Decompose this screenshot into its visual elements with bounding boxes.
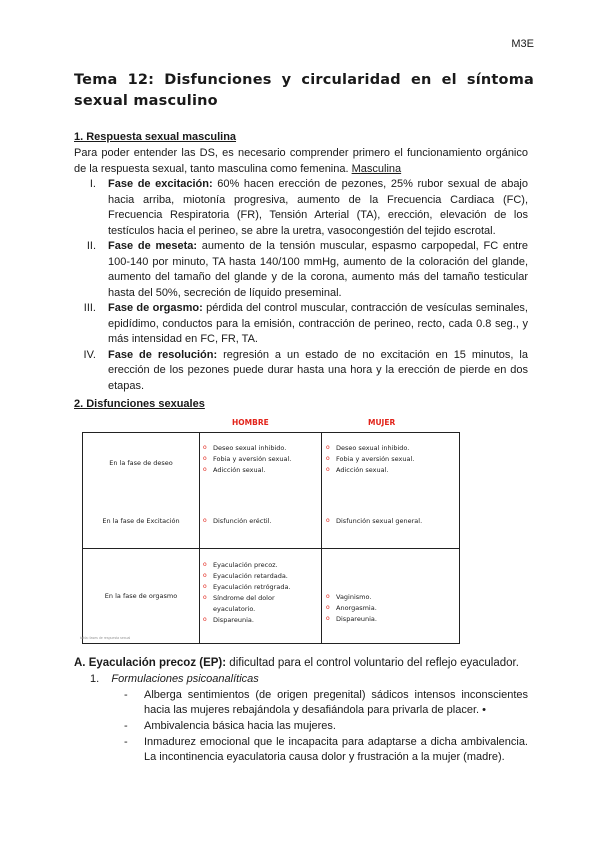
- subsection-heading: [90, 673, 259, 685]
- table-list-item: o Disfunción sexual general.: [326, 516, 458, 527]
- cell-hombre-excitacion: [203, 516, 319, 527]
- row-label-orgasmo: En la fase de orgasmo: [104, 592, 178, 600]
- table-grid: [82, 432, 460, 644]
- table-list-item: o Adicción sexual.: [203, 465, 319, 476]
- phase-text: regresión a un estado de no excitación en 15 minutos, la erección de los pezones puede durar hasta una hora y la erección de pierde en dos etapas.: [108, 348, 528, 392]
- column-header-mujer: MUJER: [368, 418, 396, 427]
- list-item: [120, 735, 528, 765]
- phase-label: Fase de excitación:: [108, 178, 213, 190]
- cell-mujer-excitacion: [326, 516, 458, 527]
- column-divider: [199, 433, 200, 643]
- subsection-title: Formulaciones psicoanalíticas: [111, 673, 259, 685]
- cell-mujer-deseo: [326, 443, 458, 476]
- phase-number: I.: [89, 178, 96, 190]
- cell-hombre-deseo: [203, 443, 319, 476]
- section-a-text: dificultad para el control voluntario del reflejo eyaculador.: [226, 657, 519, 669]
- section-1-intro: [74, 146, 528, 177]
- table-list-item: o Eyaculación retrógrada.: [203, 582, 315, 593]
- table-list-item: o Vaginismo.: [326, 592, 458, 603]
- table-list-item: o Fobia y aversión sexual.: [203, 454, 319, 465]
- phase-item: [74, 177, 528, 239]
- row-label-excitacion: En la fase de Excitación: [102, 517, 180, 525]
- table-list-item: o Fobia y aversión sexual.: [326, 454, 458, 465]
- table-list-item: o Anorgasmia.: [326, 603, 458, 614]
- list-item: [120, 688, 528, 718]
- table-list-item: o Disfunción eréctil.: [203, 516, 319, 527]
- phase-number: IV.: [83, 348, 96, 361]
- column-header-hombre: HOMBRE: [232, 418, 269, 427]
- cell-mujer-orgasmo: [326, 592, 458, 625]
- dash-marker: -: [124, 736, 128, 748]
- table-caption: tabla: fases de respuesta sexual: [80, 636, 131, 640]
- phase-text: aumento de la tensión muscular, espasmo carpopedal, FC entre 100-140 por minuto, TA hasta 140/100 mmHg, aumento de la coloración del glande, aumento del tamaño del glande y de la corona, aumento más del tamaño testicular hasta del 50%, secreción de líquido preseminal.: [108, 240, 528, 299]
- phase-text: 60% hacen erección de pezones, 25% rubor sexual de abajo hacia arriba, miotonía progresiva, aumento de la Frecuencia Cardiaca (FC), Frecuencia Respiratoria (FR), Tensión Arterial (TA), erección, elevación de los testículos hacia el perineo, se abre la uretra, vasocongestión del tejido escrotal.: [108, 178, 528, 237]
- table-list-item: o Deseo sexual inhibido.: [326, 443, 458, 454]
- phases-list: [74, 177, 528, 394]
- phase-item: [74, 301, 528, 348]
- phase-label: Fase de resolución:: [108, 348, 218, 361]
- section-1-heading: 1. Respuesta sexual masculina: [74, 131, 237, 143]
- page-header-code: M3E: [511, 38, 534, 50]
- phase-label: Fase de meseta:: [108, 240, 198, 252]
- intro-text: Para poder entender las DS, es necesario comprender primero el funcionamiento orgánico de la respuesta sexual, tanto masculina como femenina.: [74, 147, 528, 175]
- row-label-deseo: En la fase de deseo: [109, 459, 173, 467]
- section-a-label: A. Eyaculación precoz (EP):: [74, 657, 227, 669]
- phase-number: III.: [83, 302, 96, 314]
- table-list-item: o Eyaculación retardada.: [203, 571, 315, 582]
- subsection-number: 1.: [90, 673, 100, 685]
- phase-number: II.: [86, 240, 96, 252]
- dash-marker: -: [124, 689, 128, 701]
- phase-text: pérdida del control muscular, contracción de vesículas seminales, epidídimo, conductos para la emisión, contracción de perineo, recto, cada 0.8 seg., y más intensidad en FC, FR, TA.: [108, 302, 528, 345]
- phase-label: Fase de orgasmo:: [108, 302, 203, 314]
- column-divider: [321, 433, 322, 643]
- row-divider: [83, 548, 459, 549]
- section-2-heading: 2. Disfunciones sexuales: [74, 398, 205, 410]
- table-list-item: o Dispareunia.: [326, 614, 458, 625]
- table-list-item: o Deseo sexual inhibido.: [203, 443, 319, 454]
- list-item: [120, 719, 528, 734]
- table-list-item: o Adicción sexual.: [326, 465, 458, 476]
- list-item-text: Alberga sentimientos (de origen pregenital) sádicos intensos inconscientes hacia las mujeres rebajándola y desafiándola para privarla de placer. •: [144, 689, 528, 716]
- phase-item: [74, 348, 528, 395]
- dash-marker: -: [124, 720, 128, 732]
- section-a-heading: [74, 656, 534, 671]
- table-list-item: o Eyaculación precoz.: [203, 560, 315, 571]
- list-item-text: Inmadurez emocional que le incapacita para adaptarse a dicha ambivalencia. La incontinencia eyaculatoria causa dolor y frustración a la mujer (madre).: [144, 736, 528, 763]
- table-list-item: o Dispareunia.: [203, 615, 315, 626]
- page-title: Tema 12: Disfunciones y circularidad en el síntoma sexual masculino: [74, 72, 534, 109]
- phase-item: [74, 239, 528, 301]
- intro-underlined: Masculina: [351, 162, 402, 175]
- list-item-text: Ambivalencia básica hacia las mujeres.: [144, 720, 336, 732]
- psychoanalytic-list: [120, 688, 528, 766]
- cell-hombre-orgasmo: [203, 560, 315, 626]
- table-list-item: o Síndrome del dolor eyaculatorio.: [203, 593, 315, 615]
